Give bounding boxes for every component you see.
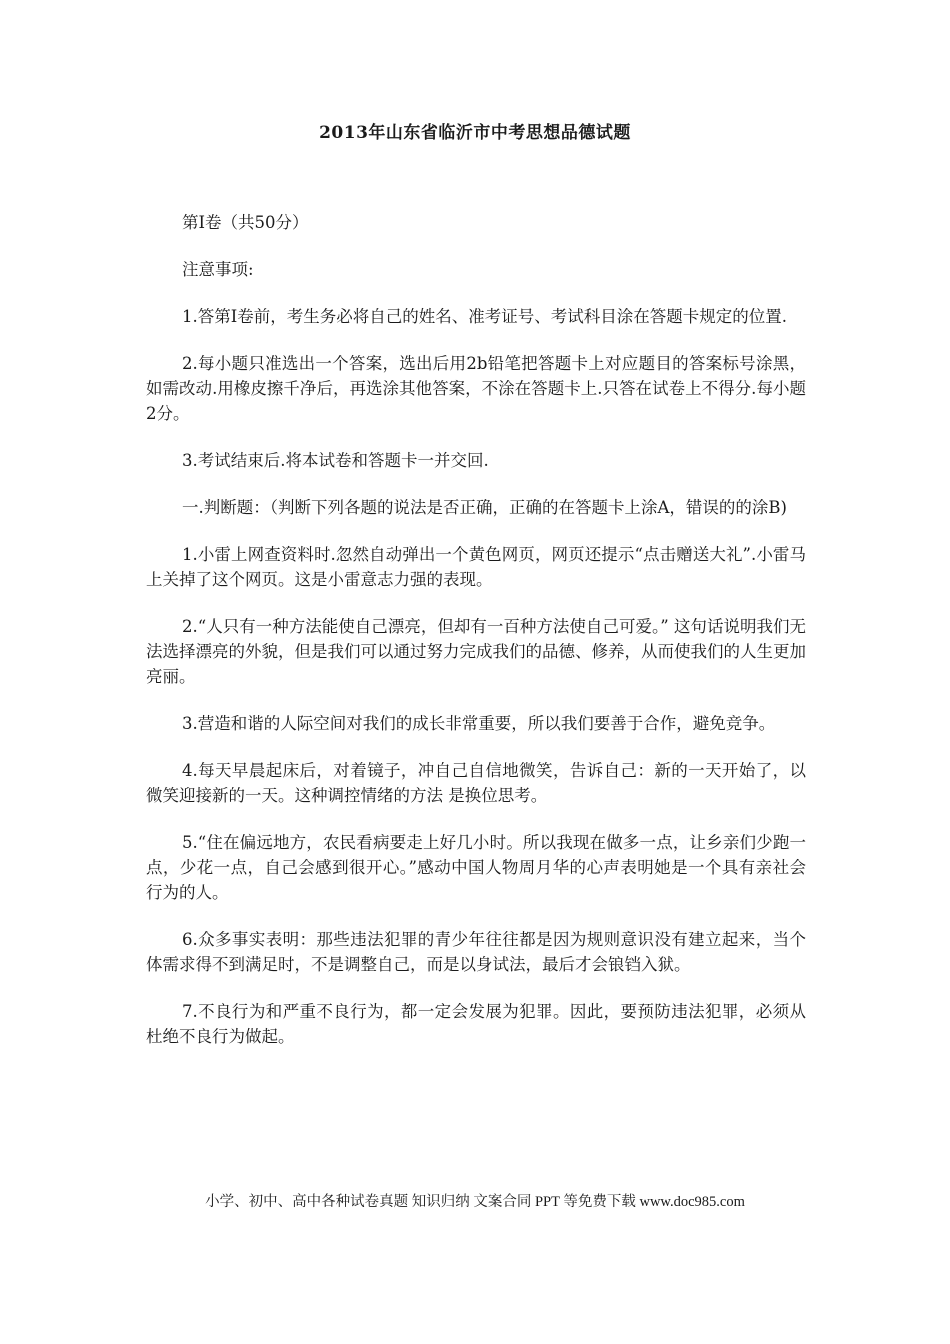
question-item: 5.“住在偏远地方，农民看病要走上好几小时。所以我现在做多一点，让乡亲们少跑一点，少花一点，自己会感到很开心。”感动中国人物周月华的心声表明她是一个具有亲社会行为的人。	[146, 833, 806, 902]
question-item: 4.每天早晨起床后，对着镜子，冲自己自信地微笑，告诉自己：新的一天开始了，以微笑迎接新的一天。这种调控情绪的方法 是换位思考。	[146, 761, 806, 805]
page-footer: 小学、初中、高中各种试卷真题 知识归纳 文案合同 PPT 等免费下载 www.doc985.com	[205, 1194, 745, 1210]
question-item: 2.“人只有一种方法能使自己漂亮，但却有一百种方法使自己可爱。” 这句话说明我们无法选择漂亮的外貌，但是我们可以通过努力完成我们的品德、修养，从而使我们的人生更加亮丽。	[146, 617, 806, 686]
question-item: 7.不良行为和严重不良行为，都一定会发展为犯罪。因此，要预防违法犯罪，必须从杜绝不良行为做起。	[146, 1002, 806, 1046]
notice-item: 1.答第Ⅰ卷前，考生务必将自己的姓名、准考证号、考试科目涂在答题卡规定的位置.	[182, 307, 788, 326]
question-item: 6.众多事实表明：那些违法犯罪的青少年往往都是因为规则意识没有建立起来，当个体需求得不到满足时，不是调整自己，而是以身试法，最后才会锒铛入狱。	[146, 930, 806, 974]
question-item: 1.小雷上网查资料时.忽然自动弹出一个黄色网页，网页还提示“点击赠送大礼”.小雷马上关掉了这个网页。这是小雷意志力强的表现。	[146, 545, 806, 589]
notice-heading: 注意事项:	[182, 260, 254, 279]
question-item: 3.营造和谐的人际空间对我们的成长非常重要，所以我们要善于合作，避免竞争。	[182, 714, 776, 733]
notice-item: 2.每小题只准选出一个答案，选出后用2b铅笔把答题卡上对应题目的答案标号涂黑，如需改动.用橡皮擦千净后，再选涂其他答案，不涂在答题卡上.只答在试卷上不得分.每小题2分。	[146, 354, 806, 423]
question-section-heading: 一.判断题：（判断下列各题的说法是否正确，正确的在答题卡上涂A，错误的的涂B)	[182, 498, 787, 517]
notice-item: 3.考试结束后.将本试卷和答题卡一并交回.	[182, 451, 489, 470]
document-title: 2013年山东省临沂市中考思想品德试题	[319, 123, 631, 143]
document-body	[146, 210, 806, 1071]
section-heading: 第Ⅰ卷（共50分）	[182, 213, 309, 232]
